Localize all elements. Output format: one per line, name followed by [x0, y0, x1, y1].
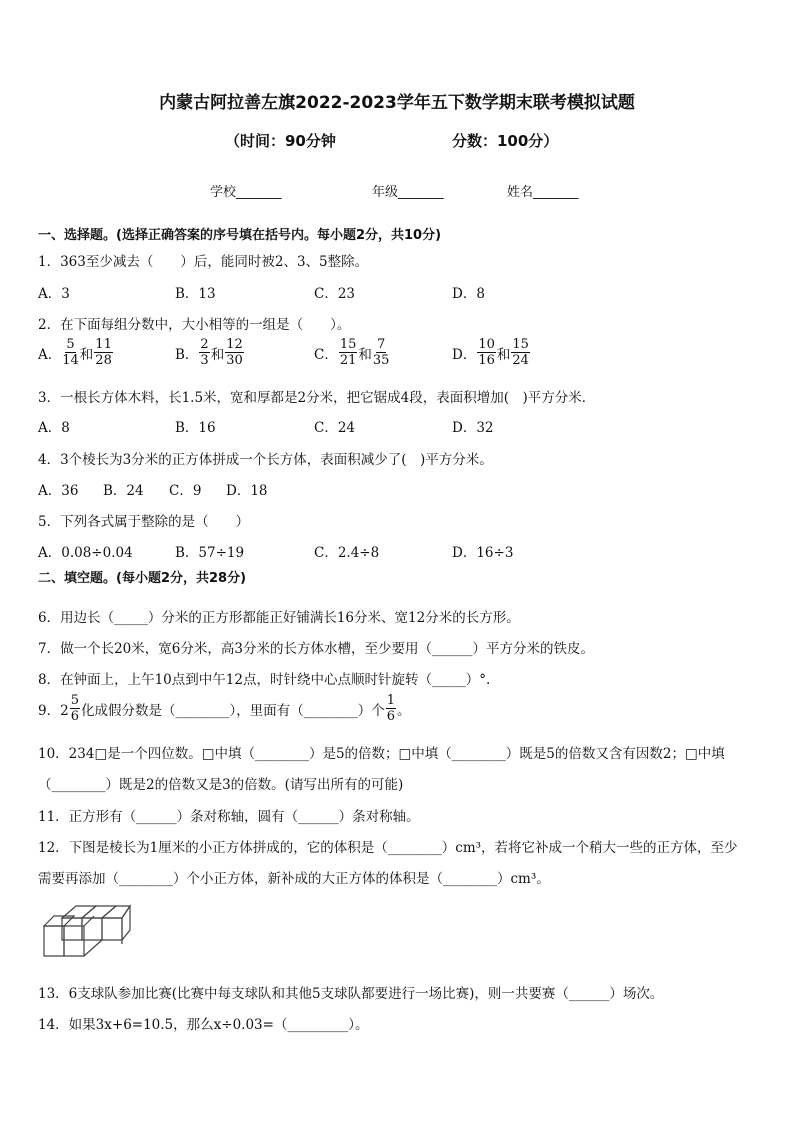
fraction: $\frac{1}{6}$	[386, 693, 395, 724]
q5-option-a: A．0.08÷0.04	[38, 545, 133, 561]
q5-option-b: B．57÷19	[175, 545, 245, 561]
q9-whole: 9．2	[38, 702, 69, 719]
join-word: 和	[358, 346, 372, 363]
option-label: D．	[452, 346, 477, 363]
fraction: $\frac{15}{21}$	[339, 337, 357, 368]
question-8: 8．在钟面上，上午10点到中午12点，时针绕中心点顺时针旋转（_____）°.	[38, 672, 491, 688]
question-7: 7．做一个长20米，宽6分米，高3分米的长方体水槽，至少要用（______）平方分米的铁皮。	[38, 641, 594, 657]
q2-option-c	[314, 338, 390, 367]
join-word: 和	[79, 346, 94, 363]
question-12-line2: 需要再添加（________）个小正方体，新补成的大正方体的体积是（________）cm³。	[38, 871, 550, 887]
fraction: $\frac{5}{6}$	[70, 693, 79, 724]
q9-text: 化成假分数是（________），里面有（________）个	[80, 702, 385, 719]
fraction: $\frac{5}{14}$	[62, 337, 79, 368]
question-4: 4．3个棱长为3分米的正方体拼成一个长方体，表面积减少了( )平方分米。	[38, 452, 493, 468]
question-14: 14．如果3x+6=10.5，那么x÷0.03=（_________）。	[38, 1017, 369, 1033]
question-13: 13．6支球队参加比赛(比赛中每支球队和其他5支球队都要进行一场比赛)，则一共要赛（______）场次。	[38, 986, 664, 1002]
fraction: $\frac{11}{28}$	[95, 337, 112, 368]
question-6: 6．用边长（_____）分米的正方形都能正好铺满长16分米、宽12分米的长方形。	[38, 610, 520, 626]
fraction: $\frac{12}{30}$	[226, 337, 243, 368]
option-label: A．	[38, 346, 62, 363]
q2-option-b	[175, 338, 245, 367]
q3-option-b: B．16	[175, 420, 216, 436]
join-word: 和	[210, 346, 225, 363]
q5-option-d: D．16÷3	[452, 545, 514, 561]
question-12-line1: 12．下图是棱长为1厘米的小正方体拼成的，它的体积是（________）cm³，若将它补成一个稍大一些的正方体，至少	[38, 840, 738, 856]
q5-option-c: C．2.4÷8	[314, 545, 380, 561]
q3-option-a: A．8	[38, 420, 70, 436]
fraction: $\frac{10}{16}$	[478, 337, 495, 368]
q4-option-b: B．24	[103, 483, 144, 499]
q1-option-b: B．13	[175, 286, 216, 302]
section-heading-fill: 二、填空题。(每小题2分，共28分)	[38, 571, 247, 586]
q1-option-c: C．23	[314, 286, 356, 302]
section-heading-choice: 一、选择题。(选择正确答案的序号填在括号内。每小题2分，共10分)	[38, 228, 442, 243]
q4-option-c: C．9	[169, 483, 202, 499]
cube-stack-figure	[40, 900, 136, 962]
grade-field: 年级_______	[372, 185, 444, 200]
q9-end: 。	[397, 702, 411, 719]
school-field: 学校_______	[210, 185, 282, 200]
exam-score: 分数：100分）	[452, 132, 559, 150]
exam-time: （时间：90分钟	[225, 132, 336, 150]
name-field: 姓名_______	[507, 185, 579, 200]
question-1: 1．363至少减去（ ）后，能同时被2、3、5整除。	[38, 254, 369, 270]
q1-option-d: D．8	[452, 286, 485, 302]
exam-title: 内蒙古阿拉善左旗2022-2023学年五下数学期末联考模拟试题	[159, 93, 635, 113]
question-5: 5．下列各式属于整除的是（ ）	[38, 514, 250, 530]
option-label: C．	[314, 346, 338, 363]
fraction: $\frac{15}{24}$	[512, 337, 529, 368]
q3-option-c: C．24	[314, 420, 356, 436]
q3-option-d: D．32	[452, 420, 494, 436]
question-3: 3．一根长方体木料，长1.5米，宽和厚都是2分米，把它锯成4段，表面积增加( )平方分米．	[38, 390, 596, 406]
question-10-line2: （________）既是2的倍数又是3的倍数。(请写出所有的可能)	[38, 777, 404, 793]
question-2: 2．在下面每组分数中，大小相等的一组是（ ）。	[38, 317, 351, 333]
fraction: $\frac{2}{3}$	[200, 337, 209, 368]
fraction: $\frac{7}{35}$	[372, 337, 390, 368]
q4-option-d: D．18	[226, 483, 268, 499]
question-11: 11．正方形有（______）条对称轴，圆有（______）条对称轴。	[38, 809, 420, 825]
q1-option-a: A．3	[38, 286, 70, 302]
q2-option-a	[38, 338, 114, 367]
option-label: B．	[175, 346, 199, 363]
join-word: 和	[496, 346, 511, 363]
q2-option-d	[452, 338, 531, 367]
question-10-line1: 10．234□是一个四位数。□中填（________）是5的倍数；□中填（________）既是5的倍数又含有因数2；□中填	[38, 746, 725, 762]
question-9	[38, 694, 411, 723]
q4-option-a: A．36	[38, 483, 79, 499]
